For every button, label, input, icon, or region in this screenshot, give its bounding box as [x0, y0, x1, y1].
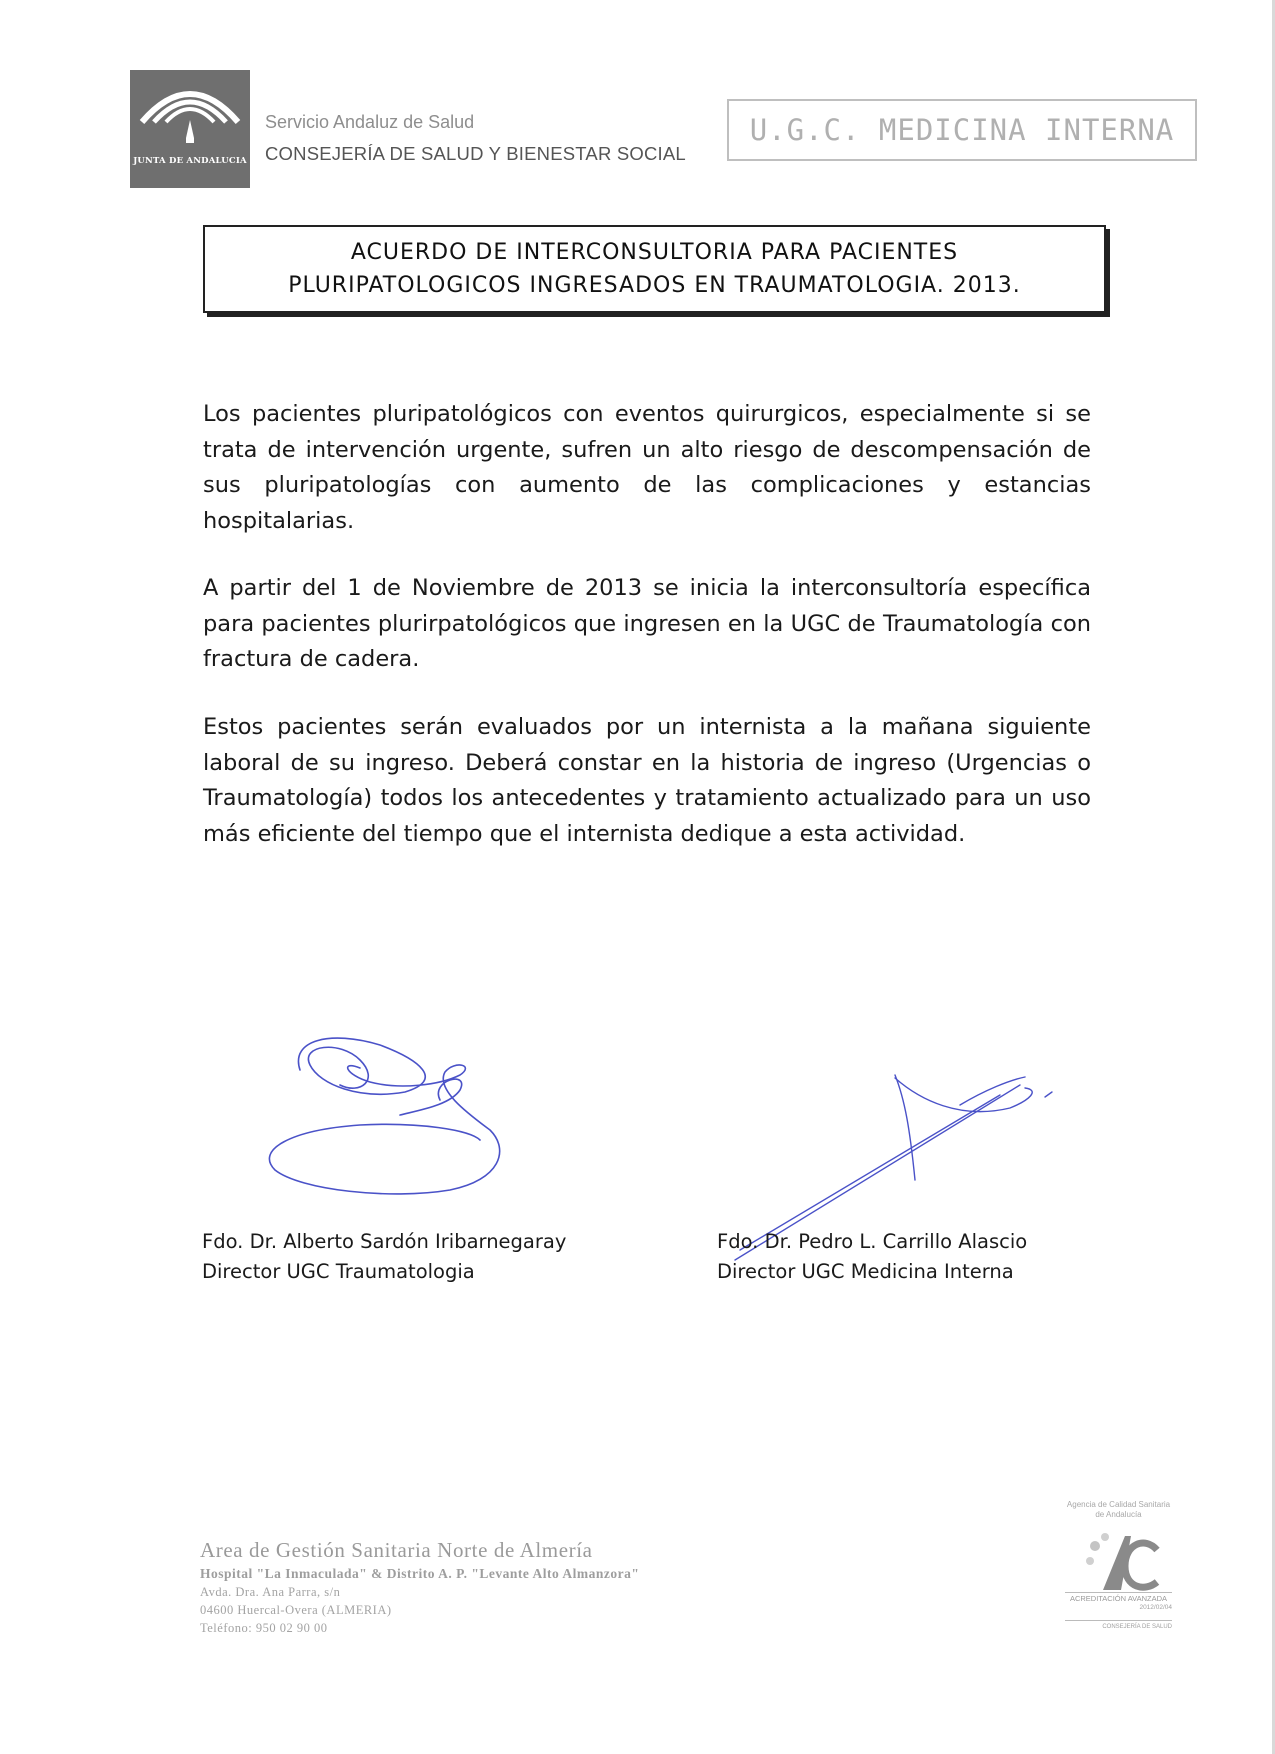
org-name-line1: Servicio Andaluz de Salud	[265, 112, 475, 132]
left-signatory	[202, 1227, 566, 1287]
ac-logo-icon	[1081, 1528, 1161, 1594]
body-paragraph-3: Estos pacientes serán evaluados por un internista a la mañana siguiente laboral de su ingreso. Deberá constar en la historia de ingreso (Urgencias o Traumatología) todos los antecedentes y tratamiento actualizado para un uso más eficiente del tiempo que el internista dedique a esta actividad.	[203, 714, 1091, 847]
badge-agency: Agencia de Calidad Sanitaria de Andalucía	[1066, 1500, 1171, 1519]
left-signatory-role: Director UGC Traumatologia	[202, 1260, 475, 1283]
footer-title: Area de Gestión Sanitaria Norte de Almería	[200, 1538, 593, 1562]
left-signatory-name: Fdo. Dr. Alberto Sardón Iribarnegaray	[202, 1230, 567, 1253]
logo-caption: JUNTA DE ANDALUCIA	[133, 156, 247, 166]
left-signature	[269, 1038, 499, 1194]
right-signatory-name: Fdo. Dr. Pedro L. Carrillo Alascio	[717, 1230, 1028, 1253]
footer-address: Avda. Dra. Ana Parra, s/n	[200, 1585, 341, 1599]
title-line-1: ACUERDO DE INTERCONSULTORIA PARA PACIENTES	[350, 240, 959, 265]
badge-divider-2	[1065, 1620, 1172, 1621]
body-paragraph-1: Los pacientes pluripatológicos con eventos quirurgicos, especialmente si se trata de intervención urgente, sufren un alto riesgo de descompensación de sus pluripatologías con aumento de las complicaciones y estancias hospitalarias.	[203, 401, 1091, 534]
footer-hospital: Hospital "La Inmaculada" & Distrito A. P. "Levante Alto Almanzora"	[200, 1566, 640, 1581]
footer-phone: Teléfono: 950 02 90 00	[200, 1621, 328, 1635]
right-signatory	[717, 1227, 1027, 1287]
title-line-2: PLURIPATOLOGICOS INGRESADOS EN TRAUMATOLOGIA. 2013.	[288, 273, 1021, 298]
accreditation-badge	[1065, 1500, 1172, 1638]
right-signatory-role: Director UGC Medicina Interna	[717, 1260, 1014, 1283]
badge-date: 2012/02/04	[1139, 1604, 1172, 1611]
badge-accreditation: ACREDITACIÓN AVANZADA	[1069, 1594, 1168, 1603]
badge-ministry: CONSEJERÍA DE SALUD	[1102, 1624, 1172, 1630]
org-name-line2: CONSEJERÍA DE SALUD Y BIENESTAR SOCIAL	[265, 143, 686, 164]
footer-city: 04600 Huercal-Overa (ALMERIA)	[200, 1603, 392, 1617]
body-paragraph-2: A partir del 1 de Noviembre de 2013 se inicia la interconsultoría específica para pacientes plurirpatológicos que ingresen en la UGC de Traumatología con fractura de cadera.	[203, 575, 1091, 672]
stamp-text: U.G.C. MEDICINA INTERNA	[749, 113, 1175, 147]
footer-address-block	[200, 1535, 639, 1637]
badge-divider	[1065, 1592, 1172, 1593]
